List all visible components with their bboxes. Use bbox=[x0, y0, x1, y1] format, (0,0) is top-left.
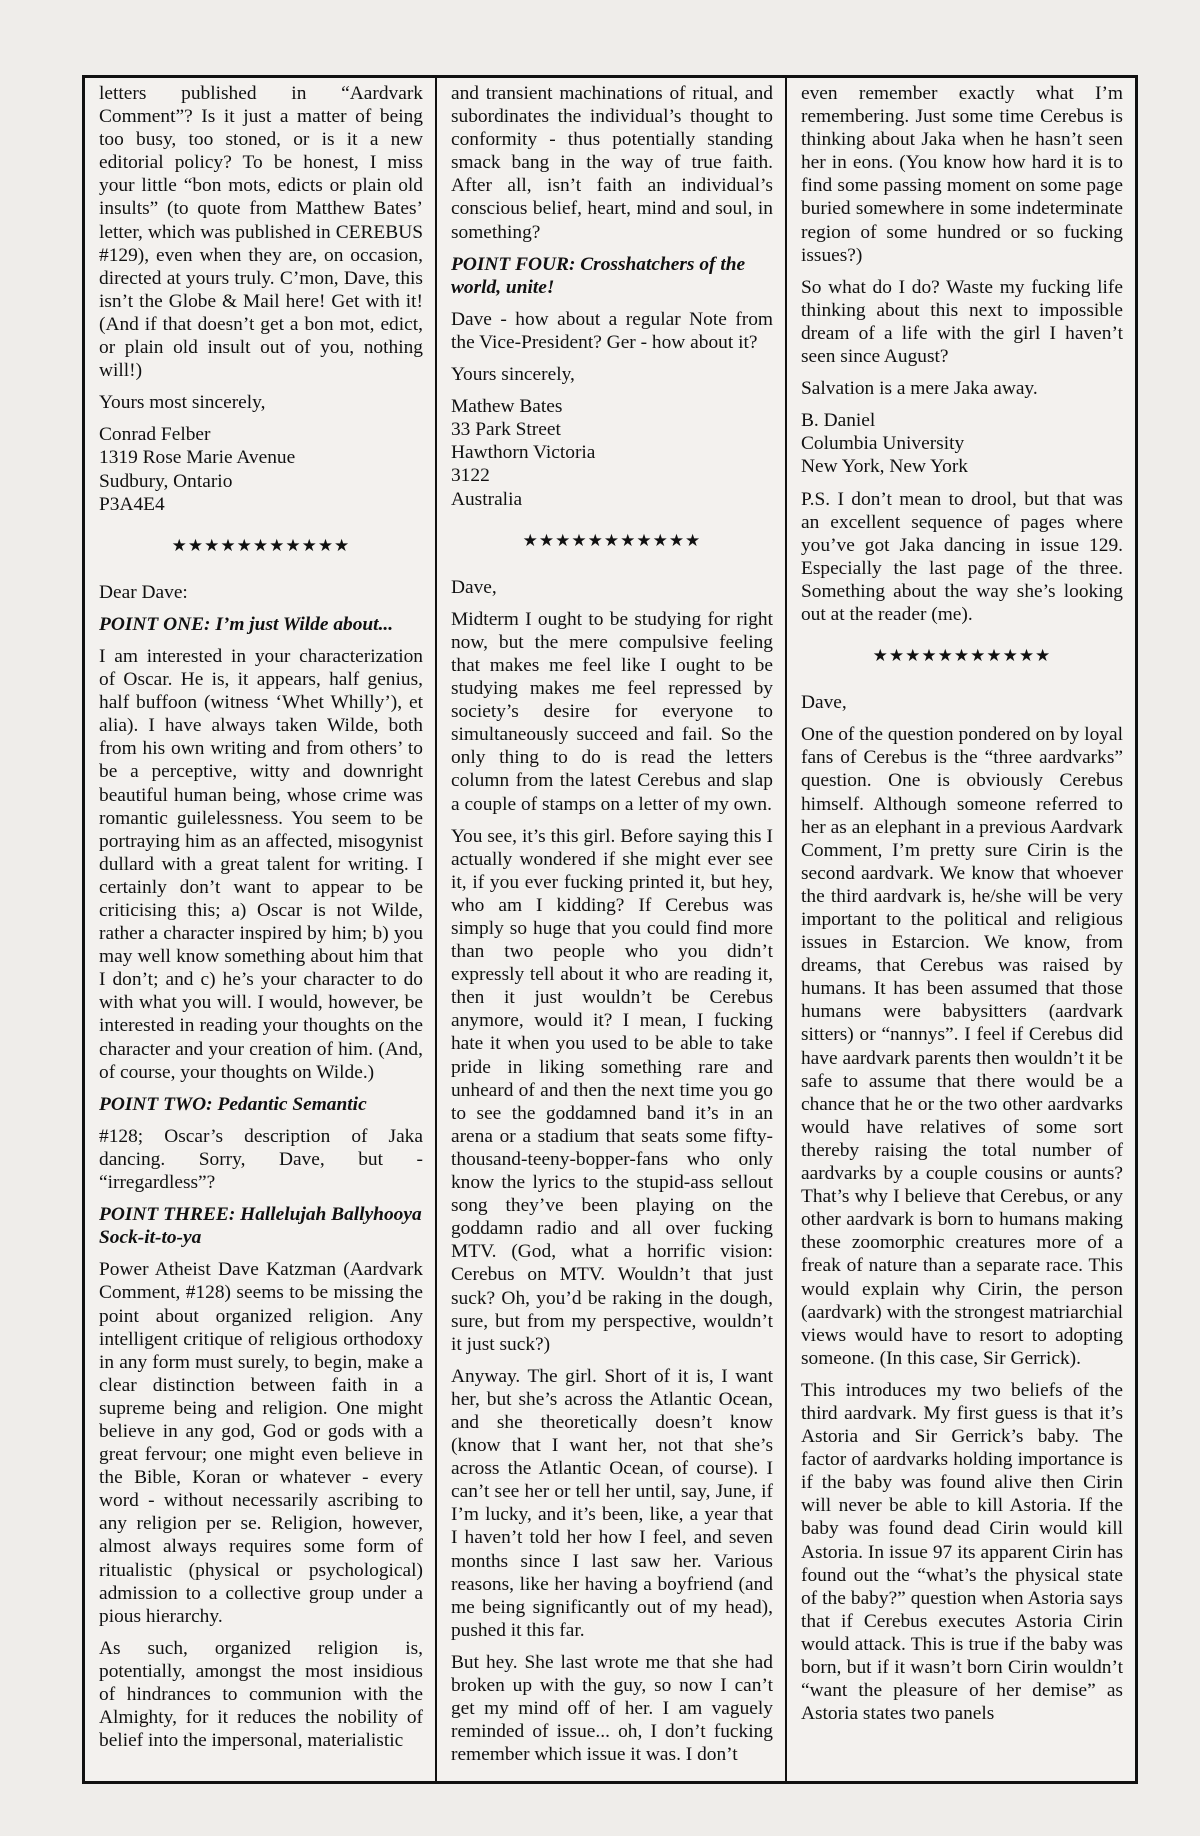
column-2 bbox=[435, 78, 785, 1781]
signature-city: New York, New York bbox=[800, 456, 968, 478]
signature-name: Mathew Bates bbox=[450, 396, 563, 418]
letter-paragraph: #128; Oscar’s description of Jaka dancing. Sorry, Dave, but - “irregardless”? bbox=[99, 1125, 423, 1194]
letter-paragraph: Dave - how about a regular Note from the Vice-President? Ger - how about it? bbox=[450, 308, 773, 353]
column-1 bbox=[85, 78, 435, 1781]
signature-name: B. Daniel bbox=[800, 410, 876, 432]
letter-salutation: Dave, bbox=[450, 576, 497, 598]
signature-city: Hawthorn Victoria bbox=[450, 442, 596, 464]
letter-closing: Yours sincerely, bbox=[450, 364, 575, 386]
signature-name: Conrad Felber bbox=[99, 424, 211, 446]
letter-closing: Yours most sincerely, bbox=[99, 392, 266, 414]
section-divider: ★★★★★★★★★★★ bbox=[522, 530, 702, 550]
letter-paragraph: I am interested in your characterization of Oscar. He is, it appears, half genius, half buffoon (witness ‘Whet Whilly’), et alia). I have always taken Wilde, both from his own writing and from others’ to be a perceptive, witty and downright beautiful human being, whose crime was romantic guilelessness. You seem to be portraying him as an affected, misogynist dullard with a great talent for writing. I certainly don’t want to appear to be criticising this; a) Oscar is not Wilde, rather a character inspired by him; b) you may well know something about him that I don’t; and c) he’s your character to do with what you will. I would, however, be interested in reading your thoughts on the character and your creation of him. (And, of course, your thoughts on Wilde.) bbox=[99, 645, 423, 1083]
signature-city: Sudbury, Ontario bbox=[99, 470, 233, 492]
letter-paragraph: You see, it’s this girl. Before saying this I actually wondered if she might ever see it, if you ever fucking printed it, but hey, who am I kidding? If Cerebus was simply so huge that you could find more than two people who you didn’t expressly tell about it who are reading it, then it just wouldn’t be Cerebus anymore, would it? I mean, I fucking hate it when you used to be able to take pride in liking something rare and unheard of and then the next time you go to see the goddamned band it’s in an arena or a stadium that seats some fifty-thousand-teeny-bopper-fans who only know the lyrics to the stupid-ass sellout song they’ve been playing on the goddamn radio and all over fucking MTV. (God, what a horrific vision: Cerebus on MTV. Wouldn’t that just suck? Oh, you’d be raking in the dough, sure, but from my perspective, wouldn’t it just suck?) bbox=[450, 825, 773, 1355]
signature-country: Australia bbox=[450, 488, 523, 510]
letter-paragraph: As such, organized religion is, potentially, amongst the most insidious of hindrances to communion with the Almighty, for it reduces the nobility of belief into the impersonal, materialistic bbox=[99, 1637, 423, 1752]
letter-paragraph: One of the question pondered on by loyal fans of Cerebus is the “three aardvarks” question. One is obviously Cerebus himself. Although someone referred to her as an elephant in a previous Aardvark Comment, I’m pretty sure Cirin is the second aardvark. We know that whoever the third aardvark is, he/she will be very important to the political and religious issues in Estarcion. We know, from dreams, that Cerebus was raised by humans. It has been assumed that those humans were babysitters (aardvark sitters) or “nannys”. I feel if Cerebus did have aardvark parents then wouldn’t it be safe to assume that there would be a chance that he or the two other aardvarks would have relatives of some sort thereby raising the total number of aardvarks by a couple cousins or aunts? That’s why I believe that Cerebus, or any other aardvark is born to humans making these zoomorphic creatures more of a freak of nature than a separate race. This would explain why Cirin, the person (aardvark) with the strongest matriarchial views would have to resort to adopting someone. (In this case, Sir Gerrick). bbox=[800, 724, 1123, 1369]
signature-address: 1319 Rose Marie Avenue bbox=[99, 447, 296, 469]
signature-school: Columbia University bbox=[800, 433, 965, 455]
letter-paragraph: letters published in “Aardvark Comment”? Is it just a matter of being too busy, too stoned, or is it a new editorial policy? To be honest, I miss your little “bon mots, edicts or plain old insults” (to quote from Matthew Bates’ letter, which was published in CEREBUS #129), even when they are, on occasion, directed at yours truly. C’mon, Dave, this isn’t the Globe & Mail here! Get with it! (And if that doesn’t get a bon mot, edict, or plain old insult out of you, nothing will!) bbox=[99, 83, 423, 382]
letter-paragraph: Power Atheist Dave Katzman (Aardvark Comment, #128) seems to be missing the point about organized religion. Any intelligent critique of religious orthodoxy in any form must surely, to begin, make a clear distinction between faith in a supreme being and religion. One might believe in any god, God or gods with a great fervour; one might even believe in the Bible, Koran or whatever - every word - without necessarily ascribing to any religion per se. Religion, however, almost always requires some form of ritualistic (physical or psychological) admission to a collective group under a pious hierarchy. bbox=[99, 1259, 423, 1627]
letter-paragraph: Anyway. The girl. Short of it is, I want her, but she’s across the Atlantic Ocean, and she theoretically doesn’t know (know that I want her, not that she’s across the Atlantic Ocean, of course). I can’t see her or tell her until, say, June, if I’m lucky, and it’s been, like, a year that I haven’t told her how I feel, and seven months since I last saw her. Various reasons, like her having a boyfriend (and me being significantly out of my head), pushed it this far. bbox=[450, 1365, 773, 1641]
column-3 bbox=[785, 78, 1135, 1781]
postscript: P.S. I don’t mean to drool, but that was an excellent sequence of pages where you’ve got Jaka dancing in issue 129. Especially the last page of the three. Something about the way she’s looking out at the reader (me). bbox=[800, 488, 1123, 625]
letter-paragraph: Salvation is a mere Jaka away. bbox=[800, 378, 1038, 400]
signature-address: 33 Park Street bbox=[450, 419, 561, 441]
section-divider: ★★★★★★★★★★★ bbox=[171, 535, 351, 555]
letter-salutation: Dear Dave: bbox=[99, 581, 188, 603]
letters-page bbox=[82, 75, 1138, 1784]
point-heading: POINT FOUR: Crosshatchers of the world, unite! bbox=[450, 253, 746, 298]
letter-paragraph: So what do I do? Waste my fucking life thinking about this next to impossible dream of a life with the girl I haven’t seen since August? bbox=[800, 276, 1123, 368]
signature-postal: 3122 bbox=[450, 465, 490, 487]
point-heading: POINT THREE: Hallelujah Ballyhooya Sock-it-to-ya bbox=[99, 1204, 422, 1249]
letter-paragraph: But hey. She last wrote me that she had broken up with the guy, so now I can’t get my mind off of her. I am vaguely reminded of issue... oh, I don’t fucking remember which issue it was. I don’t bbox=[450, 1651, 773, 1766]
letter-paragraph: even remember exactly what I’m remembering. Just some time Cerebus is thinking about Jaka when he hasn’t seen her in eons. (You know how hard it is to find some passing moment on some page buried somewhere in some indeterminate region of some hundred or so fucking issues?) bbox=[800, 83, 1123, 266]
signature-postal: P3A4E4 bbox=[99, 493, 165, 515]
letter-salutation: Dave, bbox=[800, 692, 847, 714]
point-heading: POINT TWO: Pedantic Semantic bbox=[99, 1093, 367, 1115]
letter-paragraph: This introduces my two beliefs of the third aardvark. My first guess is that it’s Astoria and Sir Gerrick’s baby. The factor of aardvarks holding importance is if the baby was found alive then Cirin will never be able to kill Astoria. If the baby was found dead Cirin would kill Astoria. In issue 97 its apparent Cirin has found out the “what’s the physical state of the baby?” question when Astoria says that if Cerebus executes Astoria Cirin would attack. This is true if the baby was born, but if it wasn’t born Cirin wouldn’t “want the pleasure of her demise” as Astoria states two panels bbox=[800, 1379, 1123, 1725]
point-heading: POINT ONE: I’m just Wilde about... bbox=[99, 613, 394, 635]
section-divider: ★★★★★★★★★★★ bbox=[872, 646, 1052, 666]
letter-paragraph: and transient machinations of ritual, and subordinates the individual’s thought to conformity - thus potentially standing smack bang in the way of true faith. After all, isn’t faith an individual’s conscious belief, heart, mind and soul, in something? bbox=[450, 83, 773, 243]
letter-paragraph: Midterm I ought to be studying for right now, but the mere compulsive feeling that makes me feel like I ought to be studying makes me feel repressed by society’s desire for everyone to simultaneously succeed and fail. So the only thing to do is read the letters column from the latest Cerebus and slap a couple of stamps on a letter of my own. bbox=[450, 608, 773, 815]
